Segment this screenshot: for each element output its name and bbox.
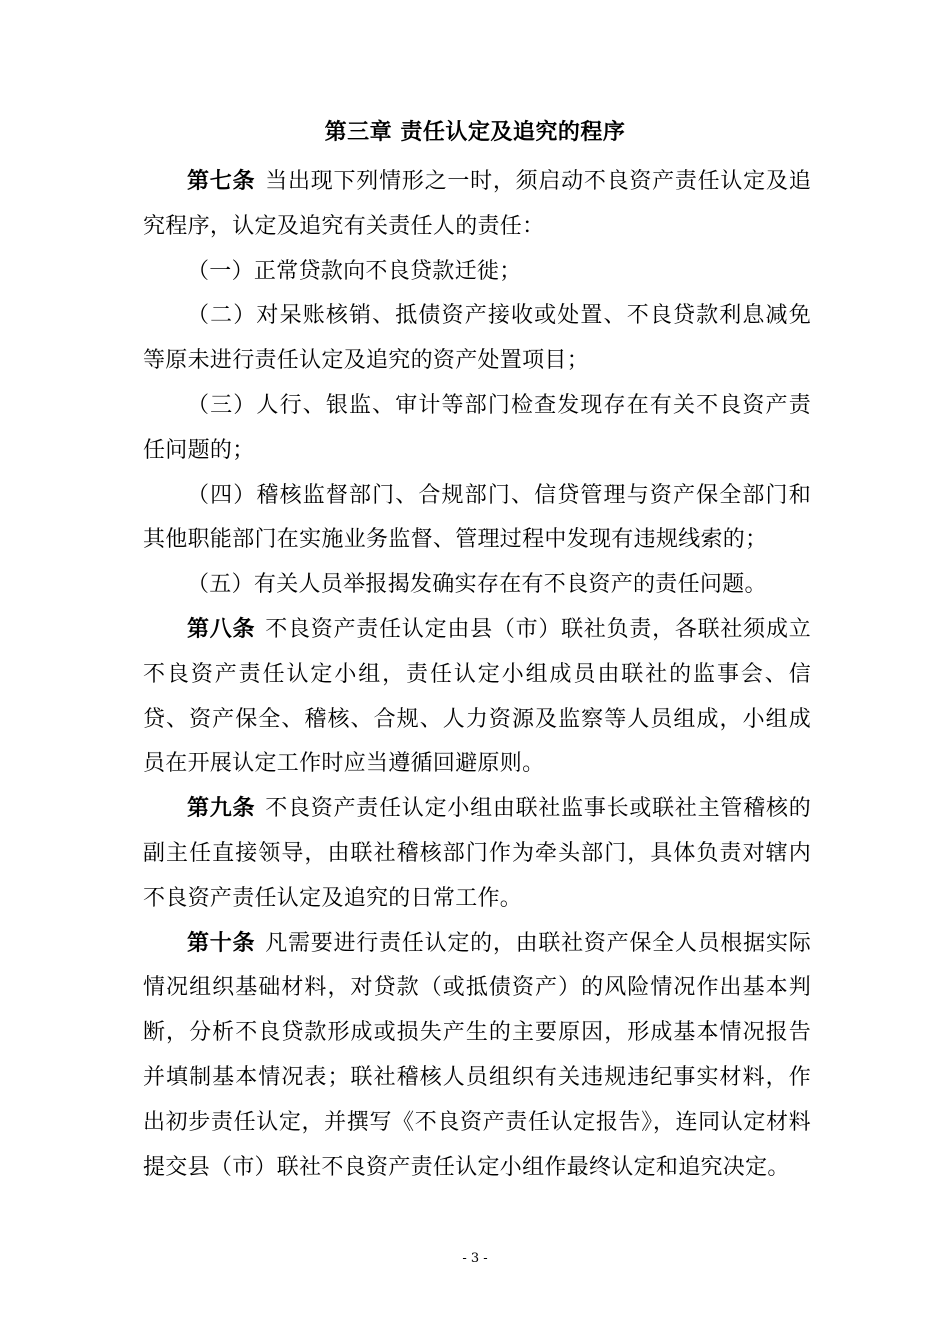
list-item: （二）对呆账核销、抵债资产接收或处置、不良贷款利息减免等原未进行责任认定及追究的资产处置项目； [143,303,811,374]
article-number: 第九条 [187,796,256,822]
article-text: 凡需要进行责任认定的，由联社资产保全人员根据实际情况组织基础材料，对贷款（或抵债资产）的风险情况作出基本判断，分析不良贷款形成或损失产生的主要原因，形成基本情况报告并填制基本情况表；联社稽核人员组织有关违规违纪事实材料，作出初步责任认定，并撰写《不良资产责任认定报告》，连同认定材料提交县（市）联社不良资产责任认定小组作最终认定和追究决定。 [143,930,812,1180]
article-number: 第七条 [187,169,256,194]
article-8 [143,608,811,787]
article-10 [143,922,811,1191]
article-text: 不良资产责任认定由县（市）联社负责，各联社须成立不良资产责任认定小组，责任认定小组成员由联社的监事会、信贷、资产保全、稽核、合规、人力资源及监察等人员组成，小组成员在开展认定工作时应当遵循回避原则。 [143,616,812,777]
list-item: （四）稽核监督部门、合规部门、信贷管理与资产保全部门和其他职能部门在实施业务监督、管理过程中发现有违规线索的； [143,482,811,553]
page-number: - 3 - [462,1251,488,1266]
article-text: 当出现下列情形之一时，须启动不良资产责任认定及追究程序，认定及追究有关责任人的责任： [143,169,812,239]
list-item: （三）人行、银监、审计等部门检查发现存在有关不良资产责任问题的； [143,392,811,463]
chapter-title: 第三章 责任认定及追究的程序 [324,120,626,145]
list-item: （五）有关人员举报揭发确实存在有不良资产的责任问题。 [187,572,767,598]
article-text: 不良资产责任认定小组由联社监事长或联社主管稽核的副主任直接领导，由联社稽核部门作为牵头部门，具体负责对辖内不良资产责任认定及追究的日常工作。 [143,796,812,911]
list-item: （一）正常贷款向不良贷款迁徙； [187,258,522,284]
article-number: 第十条 [187,930,256,956]
article-number: 第八条 [187,616,256,642]
document-body [143,160,811,1190]
article-9 [143,787,811,921]
article-7 [143,160,811,250]
